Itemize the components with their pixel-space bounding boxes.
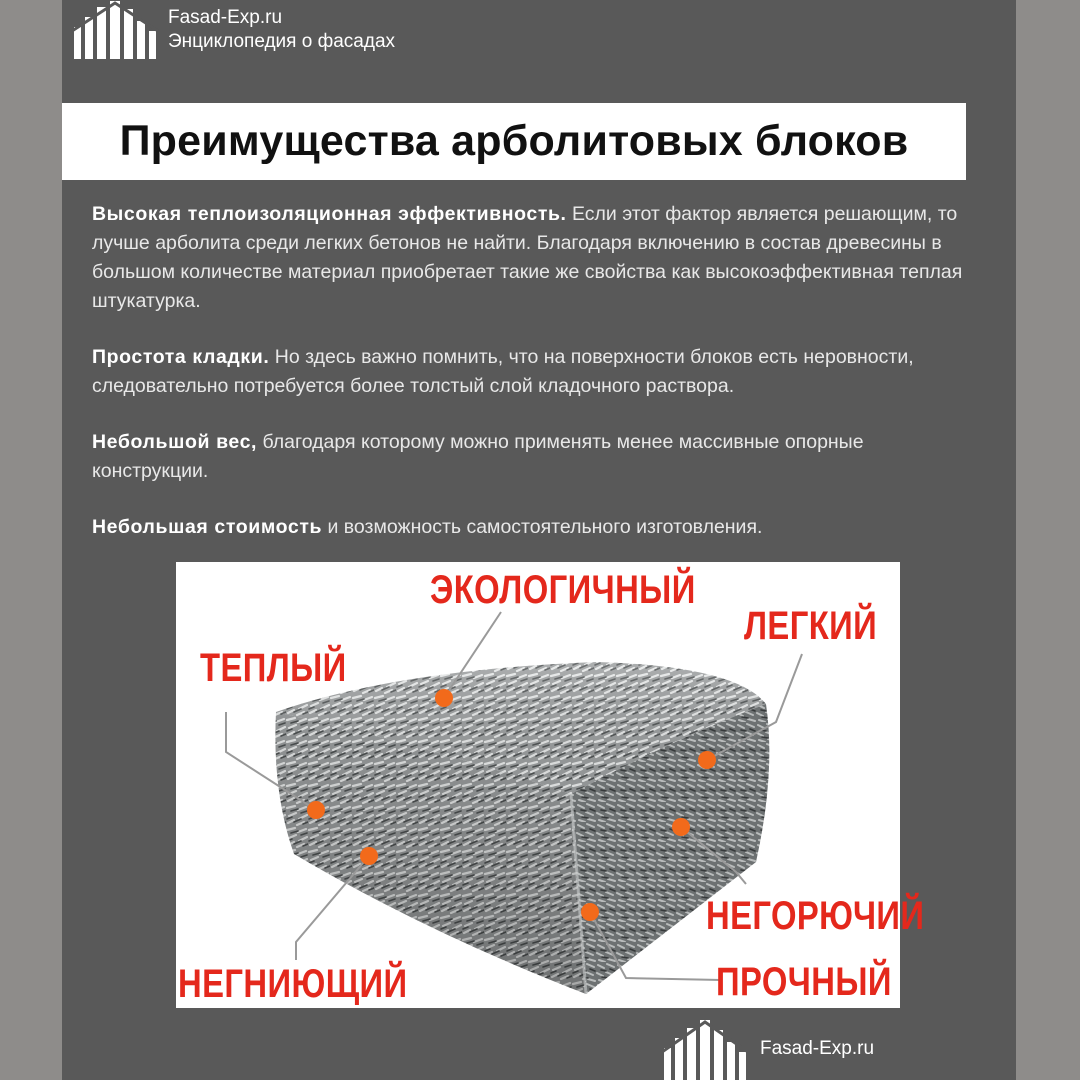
site-name: Fasad-Exp.ru [168, 7, 283, 28]
page-title: Преимущества арболитовых блоков [119, 117, 909, 165]
paragraph-heading: Высокая теплоизоляционная эффективность. [92, 203, 567, 225]
paragraph-heading: Небольшой вес, [92, 431, 258, 453]
label-ecological: ЭКОЛОГИЧНЫЙ [430, 568, 696, 612]
paragraph-body: Если этот фактор является решающим, то лучше арболита среди легких бетонов не найти. Благодаря включению в состав древесины в большом количестве материал приобретает такие же свойства как высокоэффективная теплая штукатурка. [92, 203, 963, 312]
logo-text [168, 6, 395, 54]
footer-site-name: Fasad-Exp.ru [760, 1038, 875, 1059]
paragraph-heading: Небольшая стоимость [92, 516, 323, 538]
arbolite-block-illustration [176, 562, 925, 1008]
building-logo-icon [72, 1, 158, 59]
footer-logo[interactable] [662, 1018, 874, 1080]
paragraph-thermal [92, 200, 972, 316]
label-nonflammable: НЕГОРЮЧИЙ [706, 894, 925, 938]
paragraph-cost [92, 513, 972, 542]
label-durable: ПРОЧНЫЙ [716, 960, 892, 1004]
site-tagline: Энциклопедия о фасадах [168, 31, 396, 52]
label-warm: ТЕПЛЫЙ [200, 646, 347, 690]
label-rotproof: НЕГНИЮЩИЙ [178, 962, 408, 1006]
header-logo[interactable] [72, 0, 395, 60]
page [62, 0, 1016, 1080]
paragraph-body: Но здесь важно помнить, что на поверхности блоков есть неровности, следовательно потребуется более толстый слой кладочного раствора. [92, 346, 914, 397]
paragraph-masonry [92, 343, 972, 401]
paragraph-weight [92, 428, 972, 486]
paragraph-heading: Простота кладки. [92, 346, 270, 368]
advantages-text [92, 200, 972, 569]
building-logo-icon [662, 1018, 748, 1080]
title-bar [62, 103, 966, 180]
label-light: ЛЕГКИЙ [744, 604, 878, 648]
paragraph-body: благодаря которому можно применять менее массивные опорные конструкции. [92, 431, 864, 482]
paragraph-body: и возможность самостоятельного изготовления. [322, 516, 763, 538]
